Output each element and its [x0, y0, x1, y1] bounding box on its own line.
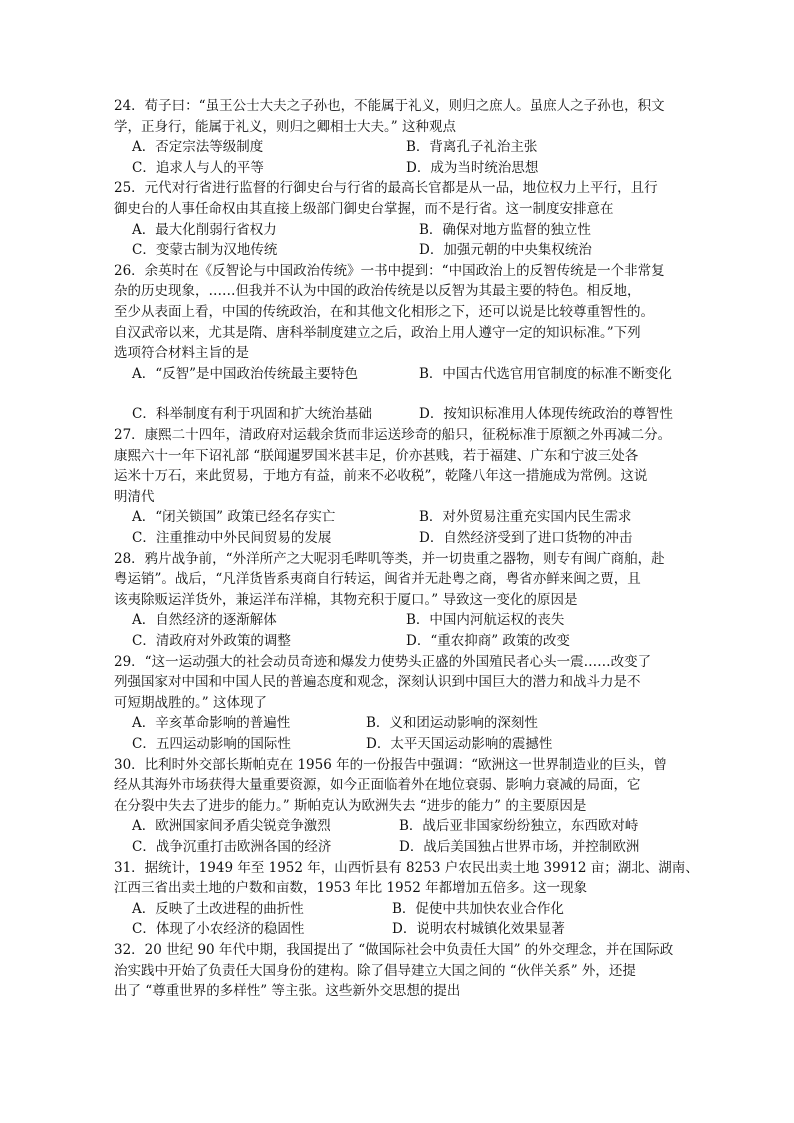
- question-26-option-b: B．中国古代选官用官制度的标准不断变化: [419, 365, 672, 382]
- question-26-option-d: D．按知识标准用人体现传统政治的尊智性: [419, 406, 673, 423]
- question-26-stem-line: 选项符合材料主旨的是: [114, 345, 249, 362]
- question-27-option-d: D．自然经济受到了进口货物的冲击: [419, 530, 633, 546]
- question-30-stem-line: 在分裂中失去了进步的能力。” 斯帕克认为欧洲失去 “进步的能力” 的主要原因是: [114, 797, 587, 814]
- question-28-stem-line: 该夷除贩运洋货外，兼运洋布洋棉，其物充积于厦口。” 导致这一变化的原因是: [114, 591, 578, 608]
- question-26-option-c: C．科举制度有利于巩固和扩大统治基础: [132, 406, 372, 423]
- question-29-option-a: A．辛亥革命影响的普遍性: [132, 715, 291, 732]
- question-31-option-b: B．促使中共加快农业合作化: [392, 900, 564, 917]
- question-30-stem-line: 经从其海外市场获得大量重要资源，如今正面临着外在地位衰弱、影响力衰减的局面，它: [114, 777, 641, 794]
- question-29-option-c: C．五四运动影响的国际性: [132, 736, 291, 752]
- question-29-stem-line: 可短期战胜的。” 这体现了: [114, 694, 267, 711]
- question-25-option-b: B．确保对地方监督的独立性: [419, 221, 591, 238]
- question-31-stem-line: 31．据统计，1949 年至 1952 年，山西忻县有 8253 户农民出卖土地 39912 亩；湖北、湖南、: [114, 859, 699, 876]
- question-28-option-d: D．“重农抑商” 政策的改变: [406, 633, 570, 649]
- question-27-option-a: A．“闭关锁国” 政策已经名存实亡: [132, 509, 336, 526]
- question-24-option-b: B．背离孔子礼治主张: [406, 139, 538, 156]
- question-26-stem-line: 自汉武帝以来，尤其是隋、唐科举制度建立之后，政治上用人遵守一定的知识标准。”下列: [114, 324, 641, 341]
- question-28-option-a: A．自然经济的逐渐解体: [132, 612, 277, 629]
- question-30-stem-line: 30．比利时外交部长斯帕克在 1956 年的一份报告中强调：“欧洲这一世界制造业的巨头，曾: [114, 756, 668, 773]
- question-32-stem-line: 治实践中开始了负责任大国身份的建构。除了倡导建立大国之间的 “伙伴关系” 外，还提: [114, 962, 636, 979]
- question-30-option-c: C．战争沉重打击欧洲各国的经济: [132, 839, 332, 855]
- question-27-stem-line: 运米十万石，来此贸易，于地方有益，前来不必收税”，乾隆八年这一措施成为常例。这说: [114, 468, 648, 485]
- question-26-stem-line: 至少从表面上看，中国的传统政治，在和其他文化相形之下，还可以说是比较尊重智性的。: [114, 304, 654, 320]
- question-29-stem-line: 列强国家对中国和中国人民的普遍态度和观念，深刻认识到中国巨大的潜力和战斗力是不: [114, 674, 641, 691]
- question-29-stem-line: 29．“这一运动强大的社会动员奇迹和爆发力使势头正盛的外国殖民者心头一震……改变了: [114, 653, 652, 670]
- question-28-stem-line: 粤运销”。战后，“凡洋货皆系夷商自行转运，闽省并无赴粤之商，粤省亦鲜来闽之贾，且: [114, 571, 641, 588]
- question-26-stem-line: 杂的历史现象，……但我并不认为中国的政治传统是以反智为其最主要的特色。相反地，: [114, 283, 641, 300]
- question-28-option-c: C．清政府对外政策的调整: [132, 633, 291, 649]
- question-26-option-a: A．“反智”是中国政治传统最主要特色: [132, 365, 359, 382]
- question-25-option-d: D．加强元朝的中央集权统治: [419, 242, 592, 259]
- question-24-stem-line: 学，正身行，能属于礼义，则归之卿相士大夫。” 这种观点: [114, 118, 456, 135]
- question-25-stem-line: 御史台的人事任命权由其直接上级部门御史台掌握，而不是行省。这一制度安排意在: [114, 201, 614, 217]
- question-27-option-b: B．对外贸易注重充实国内民生需求: [419, 509, 632, 526]
- question-32-stem-line: 出了 “尊重世界的多样性” 等主张。这些新外交思想的提出: [114, 983, 461, 1000]
- question-26-stem-line: 26．余英时在《反智论与中国政治传统》一书中提到：“中国政治上的反智传统是一个非常复: [114, 262, 665, 279]
- question-24-option-d: D．成为当时统治思想: [406, 159, 539, 176]
- question-31-option-d: D．说明农村城镇化效果显著: [392, 921, 565, 938]
- question-31-stem-line: 江西三省出卖土地的户数和亩数，1953 年比 1952 年都增加五倍多。这一现象: [114, 880, 588, 897]
- question-28-option-b: B．中国内河航运权的丧失: [406, 612, 565, 629]
- question-27-option-c: C．注重推动中外民间贸易的发展: [132, 530, 332, 546]
- question-24-stem-line: 24．荀子曰：“虽王公士大夫之子孙也，不能属于礼义，则归之庶人。虽庶人之子孙也，积文: [114, 98, 665, 114]
- question-27-stem-line: 明清代: [114, 488, 155, 505]
- question-27-stem-line: 康熙六十一年下诏礼部 “朕闻暹罗国米甚丰足，价亦甚贱，若于福建、广东和宁波三处各: [114, 447, 639, 464]
- question-31-option-c: C．体现了小农经济的稳固性: [132, 921, 305, 938]
- question-30-option-a: A．欧洲国家间矛盾尖锐竞争激烈: [132, 818, 331, 835]
- question-24-option-a: A．否定宗法等级制度: [132, 139, 264, 156]
- question-25-option-a: A．最大化削弱行省权力: [132, 221, 277, 238]
- question-25-stem-line: 25．元代对行省进行监督的行御史台与行省的最高长官都是从一品，地位权力上平行，且行: [114, 180, 658, 197]
- question-28-stem-line: 28．鸦片战争前，“外洋所产之大呢羽毛哔叽等类，并一切贵重之器物，则专有闽广商舶，赴: [114, 550, 665, 567]
- question-25-option-c: C．变蒙古制为汉地传统: [132, 242, 278, 259]
- question-31-option-a: A．反映了土改进程的曲折性: [132, 900, 304, 917]
- question-30-option-d: D．战后美国独占世界市场，并控制欧洲: [399, 839, 640, 855]
- question-29-option-d: D．太平天国运动影响的震撼性: [366, 736, 553, 752]
- question-24-option-c: C．追求人与人的平等: [132, 159, 264, 176]
- question-30-option-b: B．战后亚非国家纷纷独立，东西欧对峙: [399, 818, 639, 835]
- question-32-stem-line: 32．20 世纪 90 年代中期，我国提出了 “做国际社会中负责任大国” 的外交理念，并在国际政: [114, 942, 674, 958]
- question-27-stem-line: 27．康熙二十四年，清政府对运载余货而非运送珍奇的船只，征税标准于原额之外再减二分。: [114, 427, 672, 443]
- question-29-option-b: B．义和团运动影响的深刻性: [366, 715, 538, 732]
